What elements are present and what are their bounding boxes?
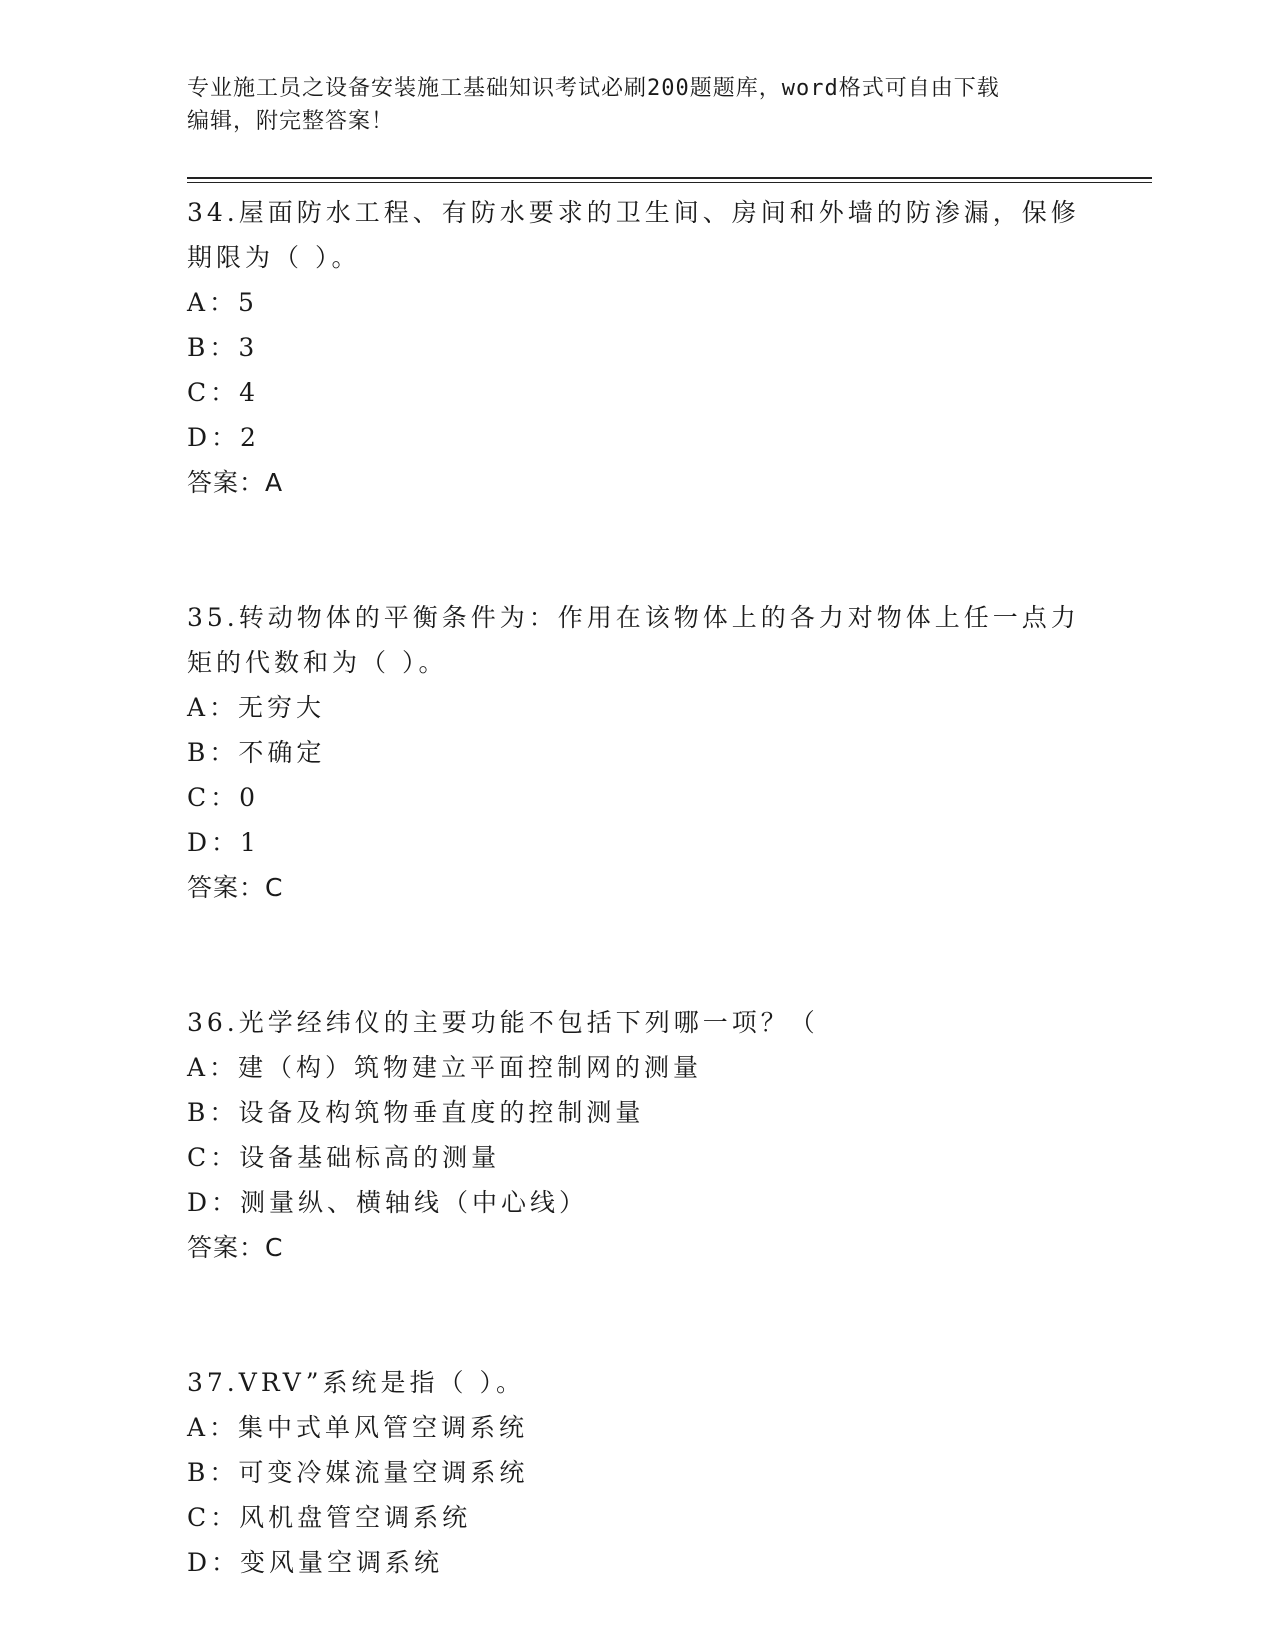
- option-c: C：设备基础标高的测量: [187, 1143, 501, 1172]
- answer: 答案：C: [187, 873, 284, 902]
- option-b: B：设备及构筑物垂直度的控制测量: [187, 1098, 645, 1127]
- option-c: C：4: [187, 378, 260, 407]
- option-a: A：无穷大: [187, 693, 326, 722]
- header-divider-thick: [187, 177, 1152, 179]
- option-b: B：可变冷媒流量空调系统: [187, 1458, 529, 1487]
- question-36: [187, 1000, 1087, 1270]
- header-line-2: 编辑，附完整答案！: [187, 109, 395, 134]
- option-c: C：0: [187, 783, 260, 812]
- question-34: [187, 190, 1087, 505]
- question-text: 34.屋面防水工程、有防水要求的卫生间、房间和外墙的防渗漏，保修: [187, 198, 1080, 227]
- question-text: 36.光学经纬仪的主要功能不包括下列哪一项？（: [187, 1008, 819, 1037]
- option-a: A：5: [187, 288, 258, 317]
- answer: 答案：C: [187, 1233, 284, 1262]
- header-line-1: 专业施工员之设备安装施工基础知识考试必刷200题题库，word格式可自由下载: [187, 76, 1000, 101]
- question-text: 37.VRV”系统是指（ ）。: [187, 1368, 525, 1397]
- option-a: A：集中式单风管空调系统: [187, 1413, 529, 1442]
- question-text-cont: 矩的代数和为（ ）。: [187, 648, 448, 677]
- header-divider-thin: [187, 182, 1152, 183]
- document-header: [187, 72, 1067, 138]
- option-d: D：2: [187, 423, 260, 452]
- question-text: 35.转动物体的平衡条件为：作用在该物体上的各力对物体上任一点力: [187, 603, 1080, 632]
- option-d: D：变风量空调系统: [187, 1548, 444, 1577]
- option-a: A：建（构）筑物建立平面控制网的测量: [187, 1053, 703, 1082]
- option-d: D：1: [187, 828, 260, 857]
- option-b: B：不确定: [187, 738, 326, 767]
- question-text-cont: 期限为（ ）。: [187, 243, 361, 272]
- option-c: C：风机盘管空调系统: [187, 1503, 472, 1532]
- question-list: [187, 190, 1087, 1585]
- question-35: [187, 595, 1087, 910]
- question-37: [187, 1360, 1087, 1585]
- option-b: B：3: [187, 333, 259, 362]
- answer: 答案：A: [187, 468, 284, 497]
- option-d: D：测量纵、横轴线（中心线）: [187, 1188, 589, 1217]
